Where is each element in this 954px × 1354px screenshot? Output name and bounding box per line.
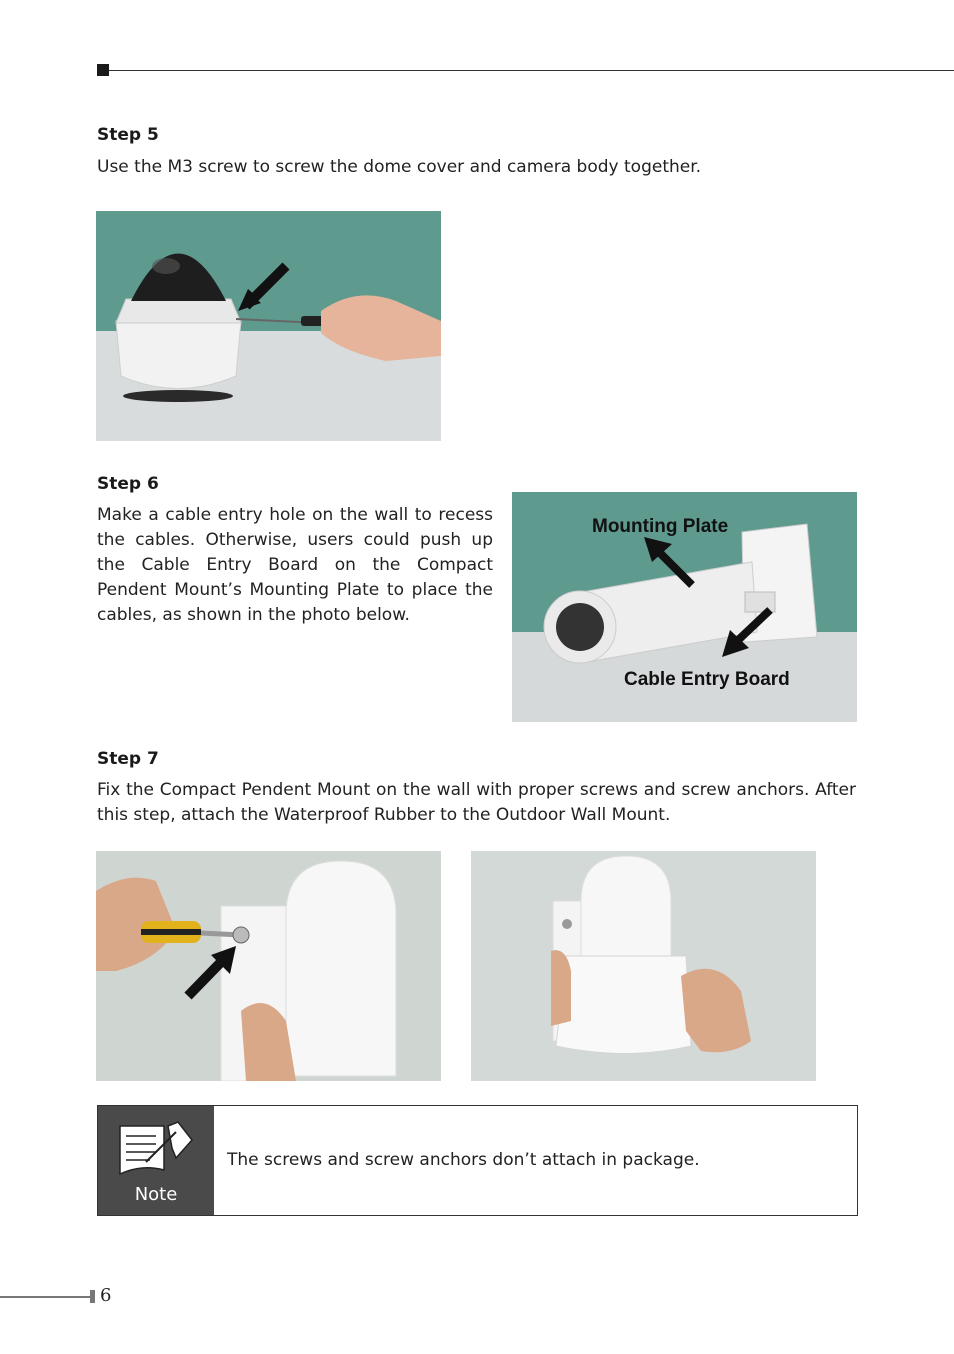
dome-camera-photo xyxy=(96,211,441,441)
step-5-text: Use the M3 screw to screw the dome cover and camera body together. xyxy=(97,157,702,177)
footer-rule xyxy=(0,1296,90,1298)
header-rule xyxy=(109,70,954,71)
cable-entry-board-label: Cable Entry Board xyxy=(624,669,790,690)
rubber-attach-photo xyxy=(471,851,816,1081)
note-box xyxy=(97,1105,858,1216)
mounting-plate-label: Mounting Plate xyxy=(592,516,729,537)
header-square xyxy=(97,64,109,76)
page-number: 6 xyxy=(100,1285,112,1306)
footer-marker xyxy=(90,1290,95,1303)
note-icon-panel xyxy=(98,1106,214,1215)
mount-bracket-photo xyxy=(512,492,857,722)
step-6-text: Make a cable entry hole on the wall to recess the cables. Otherwise, users could push up the Cable Entry Board on the Compact Pendent Mount’s Mounting Plate to place the cables, as shown in the photo below. xyxy=(97,505,493,625)
step-5-title: Step 5 xyxy=(97,125,159,145)
step-7-text: Fix the Compact Pendent Mount on the wall with proper screws and screw anchors. After this step, attach the Waterproof Rubber to the Outdoor Wall Mount. xyxy=(97,780,856,825)
wall-screw-photo xyxy=(96,851,441,1081)
note-text: The screws and screw anchors don’t attach in package. xyxy=(227,1150,700,1170)
note-pencil-icon xyxy=(116,1118,196,1180)
note-label: Note xyxy=(134,1184,178,1205)
step-6-title: Step 6 xyxy=(97,474,159,494)
step-7-title: Step 7 xyxy=(97,749,159,769)
